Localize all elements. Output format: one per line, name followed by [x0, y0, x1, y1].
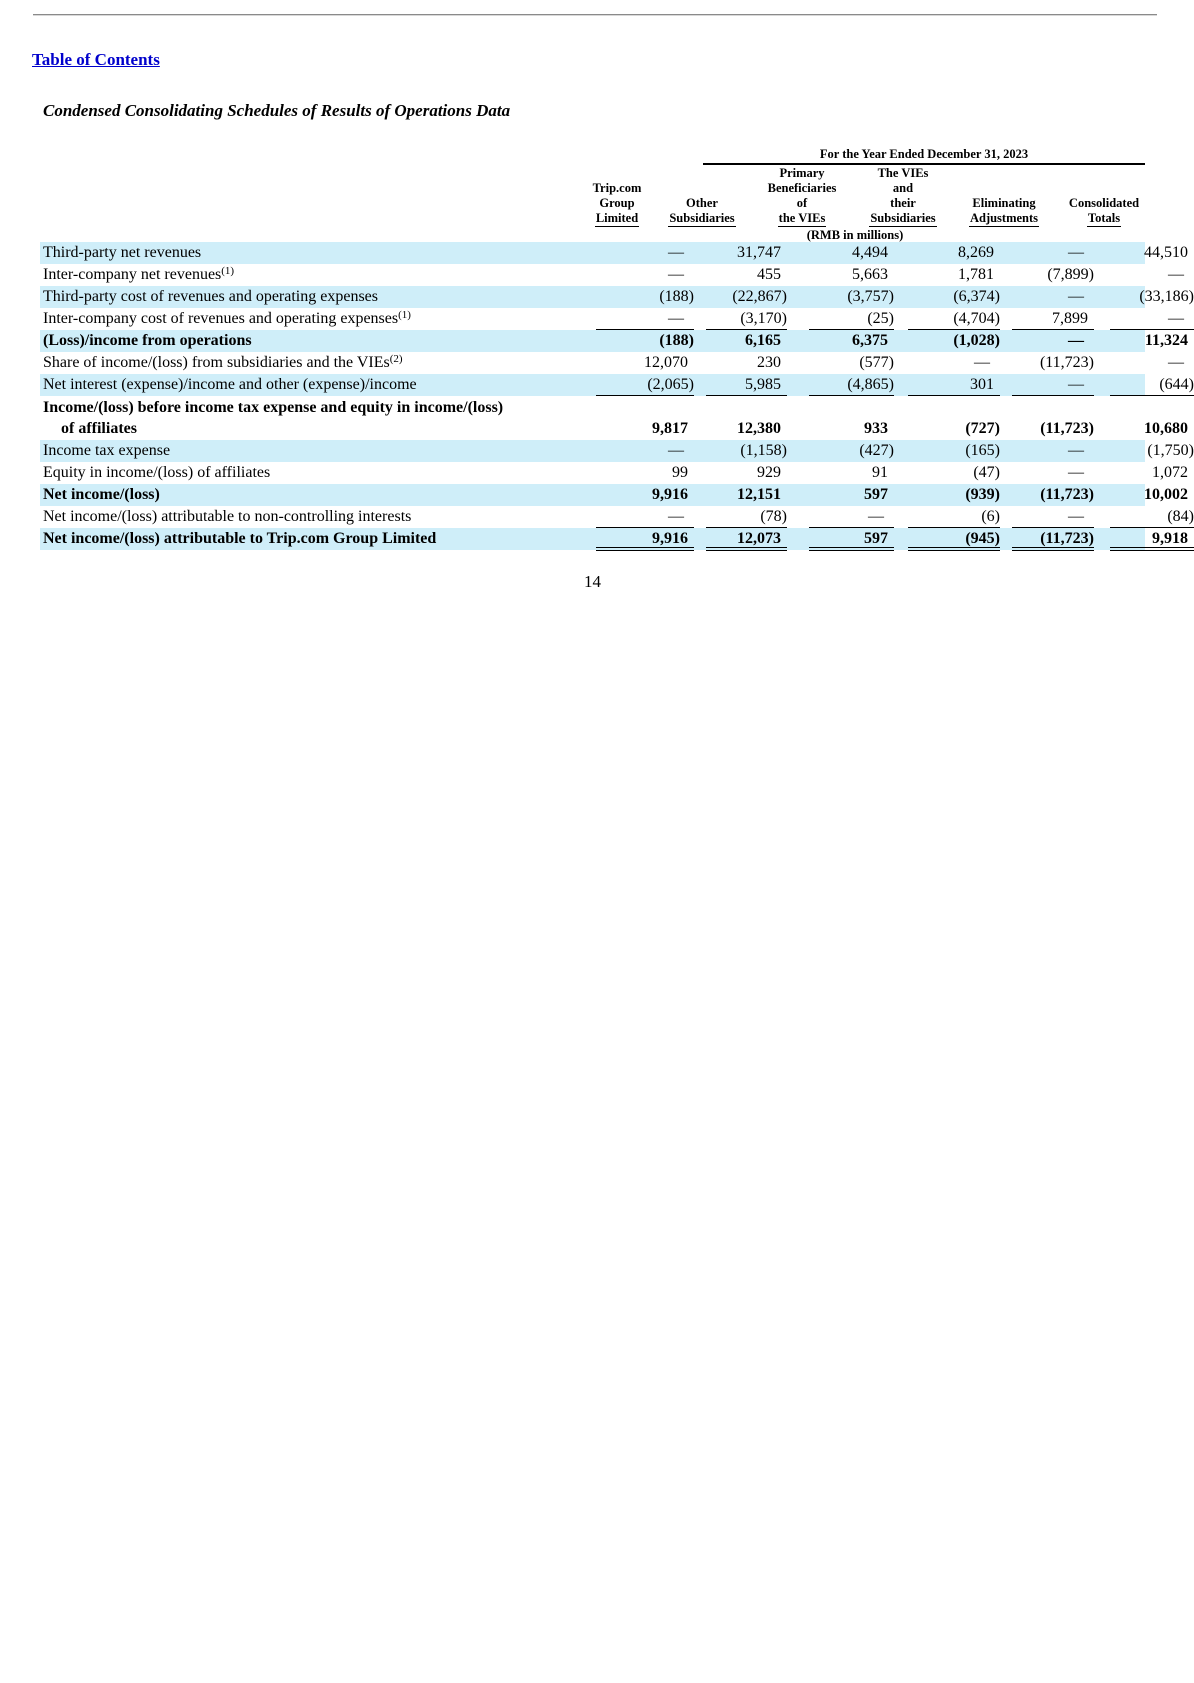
- table-cell: (78): [700, 506, 787, 528]
- section-title: Condensed Consolidating Schedules of Results of Operations Data: [43, 101, 511, 120]
- table-cell: (4,704): [902, 308, 1000, 330]
- table-cell: (6): [902, 506, 1000, 528]
- table-cell: 12,151: [737, 486, 781, 503]
- top-rule: [33, 14, 1157, 16]
- column-header-primary-beneficiaries: Primary Beneficiaries of the VIEs: [767, 166, 837, 225]
- table-cell: (11,723): [1040, 486, 1094, 503]
- row-label: Net income/(loss) attributable to Trip.com Group Limited: [43, 530, 437, 547]
- table-cell: 9,916: [590, 528, 694, 550]
- table-row: [40, 528, 1188, 550]
- table-cell: (577): [859, 354, 894, 371]
- row-label: Inter-company net revenues$^{(1)}$: [43, 265, 235, 283]
- table-row: [40, 286, 1194, 308]
- table-cell: 91: [872, 464, 888, 481]
- table-cell: (84): [1104, 506, 1194, 528]
- table-row: [40, 396, 1188, 440]
- row-label: Share of income/(loss) from subsidiaries and the VIEs$^{(2)}$: [43, 353, 403, 371]
- table-cell: —: [1068, 442, 1084, 459]
- row-label: Income tax expense: [43, 442, 171, 459]
- table-cell: (6,374): [953, 288, 1000, 305]
- results-table: [40, 242, 1194, 550]
- table-cell: (1,750): [1147, 442, 1194, 459]
- table-cell: —: [590, 308, 694, 330]
- table-cell: (188): [659, 288, 694, 305]
- table-cell: 597: [803, 528, 894, 550]
- table-cell: (4,865): [803, 374, 894, 396]
- table-cell: 12,070: [644, 354, 688, 371]
- row-label: Third-party net revenues: [43, 244, 202, 261]
- row-label: Net income/(loss): [43, 486, 160, 503]
- table-cell: 933: [864, 420, 888, 437]
- table-cell: 9,918: [1104, 528, 1194, 550]
- table-cell: (33,186): [1139, 288, 1194, 305]
- table-row: [40, 484, 1188, 506]
- table-cell: 5,663: [852, 266, 888, 283]
- table-cell: (11,723): [1006, 528, 1094, 550]
- table-cell: 9,817: [652, 420, 688, 437]
- table-cell: 5,985: [700, 374, 787, 396]
- table-of-contents-link[interactable]: Table of Contents: [32, 50, 160, 69]
- table-cell: 11,324: [1144, 332, 1188, 349]
- table-cell: (644): [1104, 374, 1194, 396]
- table-cell: (939): [965, 486, 1000, 503]
- column-header-vies-subsidiaries: The VIEs and their Subsidiaries: [870, 166, 936, 225]
- row-label: Inter-company cost of revenues and operating expenses$^{(1)}$: [43, 309, 411, 327]
- table-cell: 929: [757, 464, 781, 481]
- table-cell: —: [590, 506, 694, 528]
- table-cell: 6,375: [852, 332, 888, 349]
- period-header: For the Year Ended December 31, 2023: [703, 147, 1145, 165]
- units-label: (RMB in millions): [806, 228, 904, 242]
- row-label: Third-party cost of revenues and operating expenses: [43, 288, 378, 305]
- table-cell: —: [1006, 374, 1094, 396]
- footnote-marker: (2): [389, 353, 403, 365]
- table-cell: (11,723): [1040, 420, 1094, 437]
- table-row: [40, 462, 1188, 484]
- table-cell: (22,867): [732, 288, 787, 305]
- table-cell: 44,510: [1144, 244, 1188, 261]
- table-cell: (7,899): [1047, 266, 1094, 283]
- table-cell: (1,158): [740, 442, 787, 459]
- table-row: [40, 308, 1184, 330]
- table-cell: 12,380: [737, 420, 781, 437]
- table-cell: 1,072: [1152, 464, 1188, 481]
- table-cell: 597: [864, 486, 888, 503]
- table-row: [40, 242, 1188, 264]
- row-label: (Loss)/income from operations: [43, 332, 252, 349]
- table-cell: (165): [965, 442, 1000, 459]
- table-cell: —: [1104, 308, 1194, 330]
- footnote-marker: (1): [221, 265, 235, 277]
- table-cell: 10,002: [1144, 486, 1188, 503]
- table-row: [40, 264, 1184, 286]
- table-cell: 455: [757, 266, 781, 283]
- row-label: Income/(loss) before income tax expense and equity in income/(loss) of affiliates: [43, 399, 504, 437]
- row-label: Net income/(loss) attributable to non-controlling interests: [43, 508, 412, 525]
- table-cell: —: [974, 354, 990, 371]
- table-row: [40, 440, 1194, 462]
- table-row: [40, 374, 1194, 396]
- table-cell: 6,165: [745, 332, 781, 349]
- column-header-other-subsidiaries: Other Subsidiaries: [669, 196, 735, 225]
- table-cell: (427): [859, 442, 894, 459]
- row-label: Equity in income/(loss) of affiliates: [43, 464, 271, 481]
- table-cell: (25): [803, 308, 894, 330]
- column-header-trip-com: Trip.com Group Limited: [592, 181, 642, 225]
- table-cell: (1,028): [953, 332, 1000, 349]
- table-cell: (47): [973, 464, 1000, 481]
- table-cell: 8,269: [958, 244, 994, 261]
- table-cell: 10,680: [1144, 420, 1188, 437]
- table-cell: —: [1006, 506, 1094, 528]
- table-cell: 9,916: [652, 486, 688, 503]
- column-header-consolidated-totals: Consolidated Totals: [1068, 196, 1140, 225]
- table-cell: —: [668, 266, 684, 283]
- table-cell: (945): [902, 528, 1000, 550]
- table-row: [40, 330, 1188, 352]
- table-cell: (188): [659, 332, 694, 349]
- table-row: [40, 352, 1184, 374]
- table-cell: —: [803, 506, 894, 528]
- table-cell: —: [1068, 332, 1084, 349]
- table-cell: 1,781: [958, 266, 994, 283]
- table-cell: 12,073: [700, 528, 787, 550]
- table-cell: —: [1068, 288, 1084, 305]
- table-cell: (727): [965, 420, 1000, 437]
- table-cell: (3,757): [847, 288, 894, 305]
- page-number: 14: [584, 572, 601, 591]
- table-cell: —: [1168, 354, 1184, 371]
- table-cell: —: [1168, 266, 1184, 283]
- table-cell: (11,723): [1039, 354, 1094, 371]
- table-cell: 7,899: [1006, 308, 1094, 330]
- table-cell: 4,494: [852, 244, 888, 261]
- table-cell: (2,065): [590, 374, 694, 396]
- table-cell: —: [668, 244, 684, 261]
- table-cell: 301: [902, 374, 1000, 396]
- table-cell: 31,747: [737, 244, 781, 261]
- table-cell: 230: [757, 354, 781, 371]
- table-cell: 99: [672, 464, 688, 481]
- column-header-eliminating-adjustments: Eliminating Adjustments: [969, 196, 1039, 225]
- footnote-marker: (1): [398, 309, 411, 321]
- table-cell: —: [668, 442, 684, 459]
- table-row: [40, 506, 1194, 528]
- row-label: Net interest (expense)/income and other (expense)/income: [43, 376, 417, 393]
- table-cell: —: [1068, 244, 1084, 261]
- table-cell: —: [1068, 464, 1084, 481]
- table-cell: (3,170): [700, 308, 787, 330]
